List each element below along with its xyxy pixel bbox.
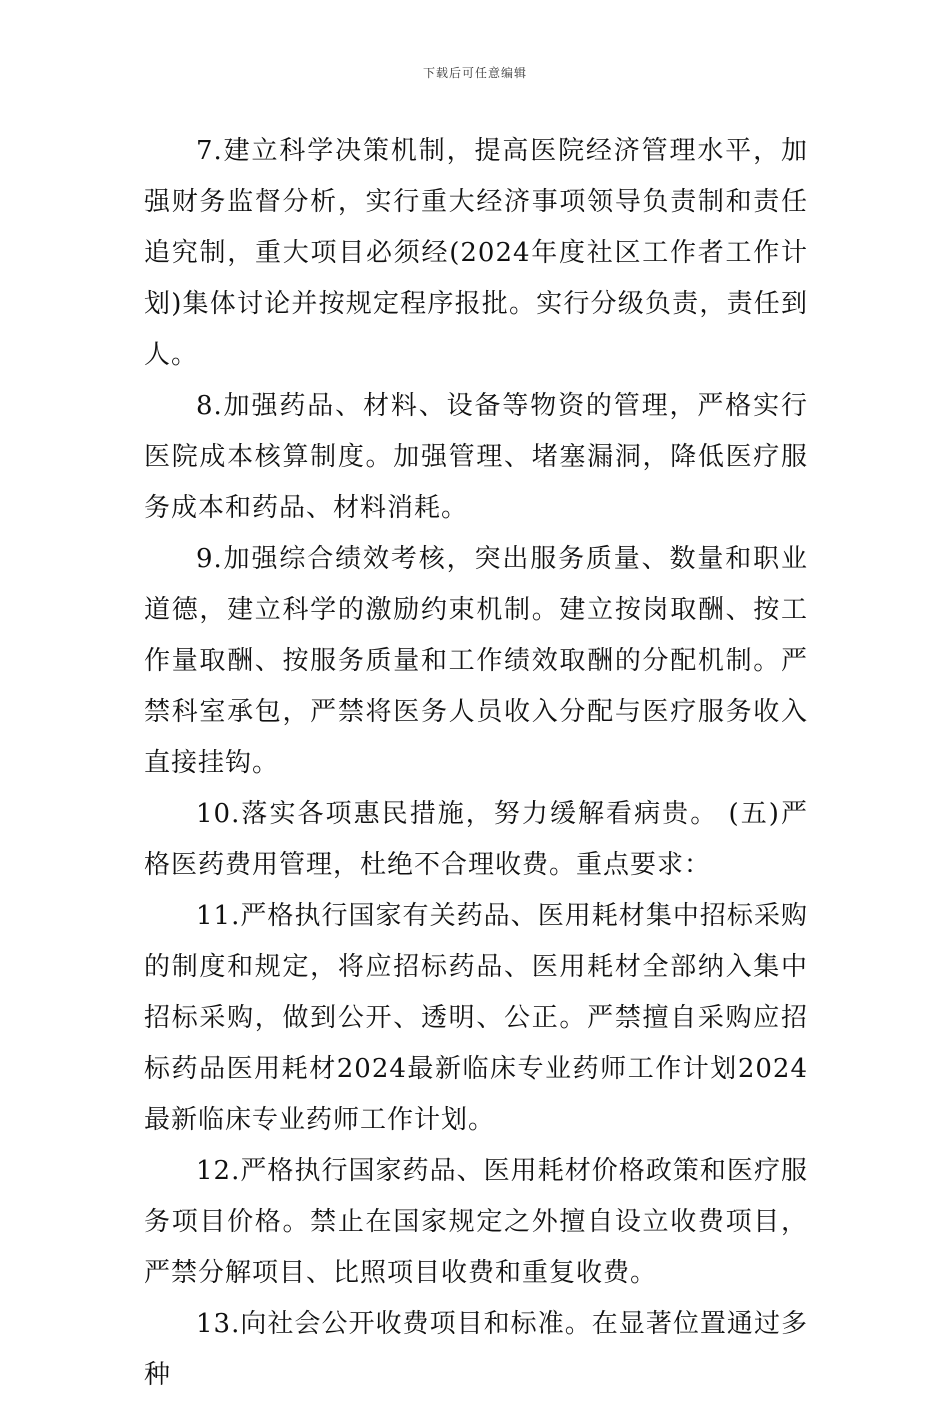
paragraph-7: 7.建立科学决策机制，提高医院经济管理水平，加强财务监督分析，实行重大经济事项领导负责制和责任追究制，重大项目必须经(2024年度社区工作者工作计划)集体讨论并按规定程序报批。实行分级负责，责任到人。 bbox=[144, 136, 808, 370]
page-header-note: 下载后可任意编辑 bbox=[422, 66, 527, 80]
paragraph-8: 8.加强药品、材料、设备等物资的管理，严格实行医院成本核算制度。加强管理、堵塞漏洞，降低医疗服务成本和药品、材料消耗。 bbox=[144, 391, 808, 523]
paragraph-9: 9.加强综合绩效考核，突出服务质量、数量和职业道德，建立科学的激励约束机制。建立按岗取酬、按工作量取酬、按服务质量和工作绩效取酬的分配机制。严禁科室承包，严禁将医务人员收入分配与医疗服务收入直接挂钩。 bbox=[144, 544, 808, 778]
paragraph-10: 10.落实各项惠民措施，努力缓解看病贵。 (五)严格医药费用管理，杜绝不合理收费。重点要求： bbox=[144, 799, 808, 880]
paragraph-13: 13.向社会公开收费项目和标准。在显著位置通过多种 bbox=[144, 1309, 808, 1390]
document-body bbox=[144, 126, 808, 1401]
paragraph-11: 11.严格执行国家有关药品、医用耗材集中招标采购的制度和规定，将应招标药品、医用耗材全部纳入集中招标采购，做到公开、透明、公正。严禁擅自采购应招标药品医用耗材2024最新临床专业药师工作计划2024最新临床专业药师工作计划。 bbox=[144, 901, 808, 1135]
paragraph-12: 12.严格执行国家药品、医用耗材价格政策和医疗服务项目价格。禁止在国家规定之外擅自设立收费项目，严禁分解项目、比照项目收费和重复收费。 bbox=[144, 1156, 808, 1288]
